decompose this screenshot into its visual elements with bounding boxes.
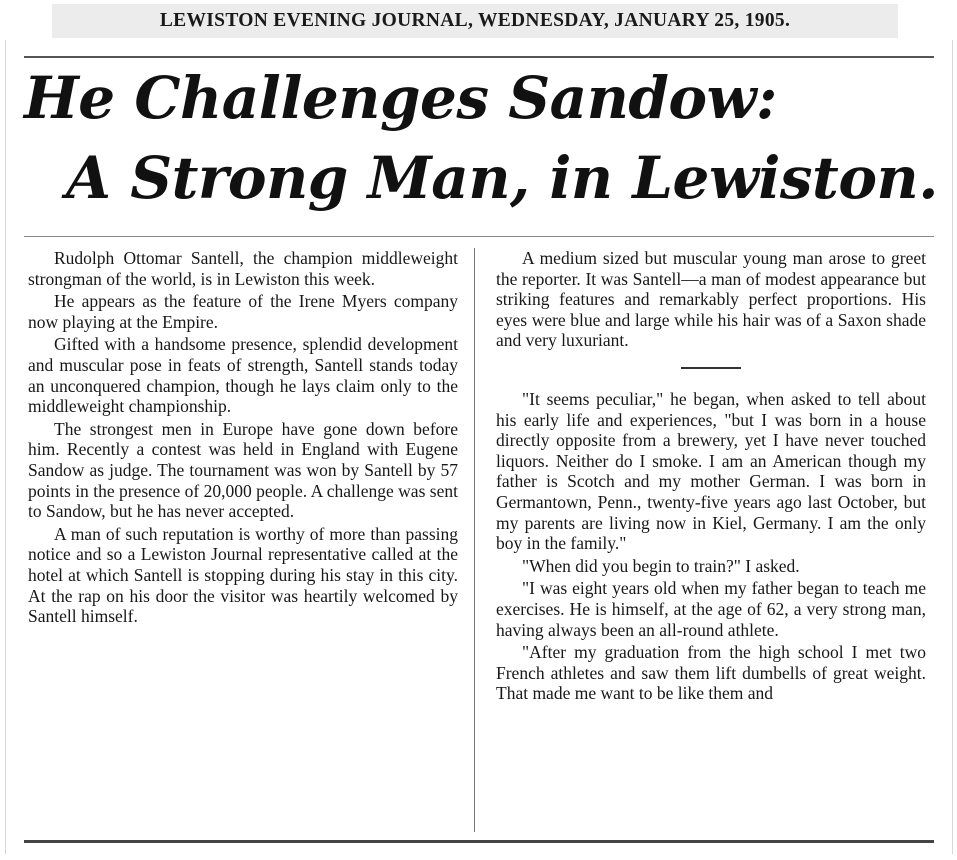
paragraph: The strongest men in Europe have gone down before him. Recently a contest was held in England with Eugene Sandow as judge. The tournament was won by Santell by 57 points in the presence of 20,000 people. A challenge was sent to Sandow, but he has never accepted. — [28, 418, 458, 522]
paragraph: A medium sized but muscular young man arose to greet the reporter. It was Santell—a man of modest appearance but striking features and remarkably perfect proportions. His eyes were blue and large while his hair was of a Saxon shade and very luxuriant. — [496, 248, 926, 351]
section-separator — [681, 367, 741, 369]
column-divider — [474, 248, 475, 832]
paragraph: Rudolph Ottomar Santell, the champion middleweight strongman of the world, is in Lewiston this week. — [28, 248, 458, 289]
newspaper-masthead: LEWISTON EVENING JOURNAL, WEDNESDAY, JANUARY 25, 1905. — [52, 4, 898, 38]
paragraph: "After my graduation from the high school I met two French athletes and saw them lift dumbells of great weight. That made me want to be like them and — [496, 642, 926, 704]
headline-line-1: He Challenges Sandow: — [24, 64, 777, 132]
headline-rule — [24, 236, 934, 237]
paragraph: A man of such reputation is worthy of more than passing notice and so a Lewiston Journal representative called at the hotel at which Santell is stopping during his stay in this city. At the rap on his door the visitor was heartily welcomed by Santell himself. — [28, 523, 458, 627]
newspaper-clipping — [5, 40, 953, 854]
bottom-rule — [24, 840, 934, 843]
paragraph: "I was eight years old when my father began to teach me exercises. He is himself, at the age of 62, a very strong man, having always been an all-round athlete. — [496, 578, 926, 640]
paragraph: "When did you begin to train?" I asked. — [522, 555, 800, 576]
paragraph: "It seems peculiar," he began, when asked to tell about his early life and experiences, "but I was born in a house directly opposite from a brewery, yet I have never touched liquors. Neither do I smoke. I am an American though my father is Scotch and my mother German. I was born in Germantown, Penn., twenty-five years ago last October, but my parents are living now in Kiel, Germany. I am the only boy in the family." — [496, 388, 926, 554]
paragraph: He appears as the feature of the Irene Myers company now playing at the Empire. — [28, 291, 458, 332]
article-column-left — [28, 248, 458, 629]
top-rule — [24, 56, 934, 58]
article-column-right — [496, 248, 926, 706]
headline-line-2: A Strong Man, in Lewiston. — [66, 144, 938, 212]
paragraph: Gifted with a handsome presence, splendid development and muscular pose in feats of strength, Santell stands today an unconquered champion, though he lays claim only to the middleweight championship. — [28, 334, 458, 417]
